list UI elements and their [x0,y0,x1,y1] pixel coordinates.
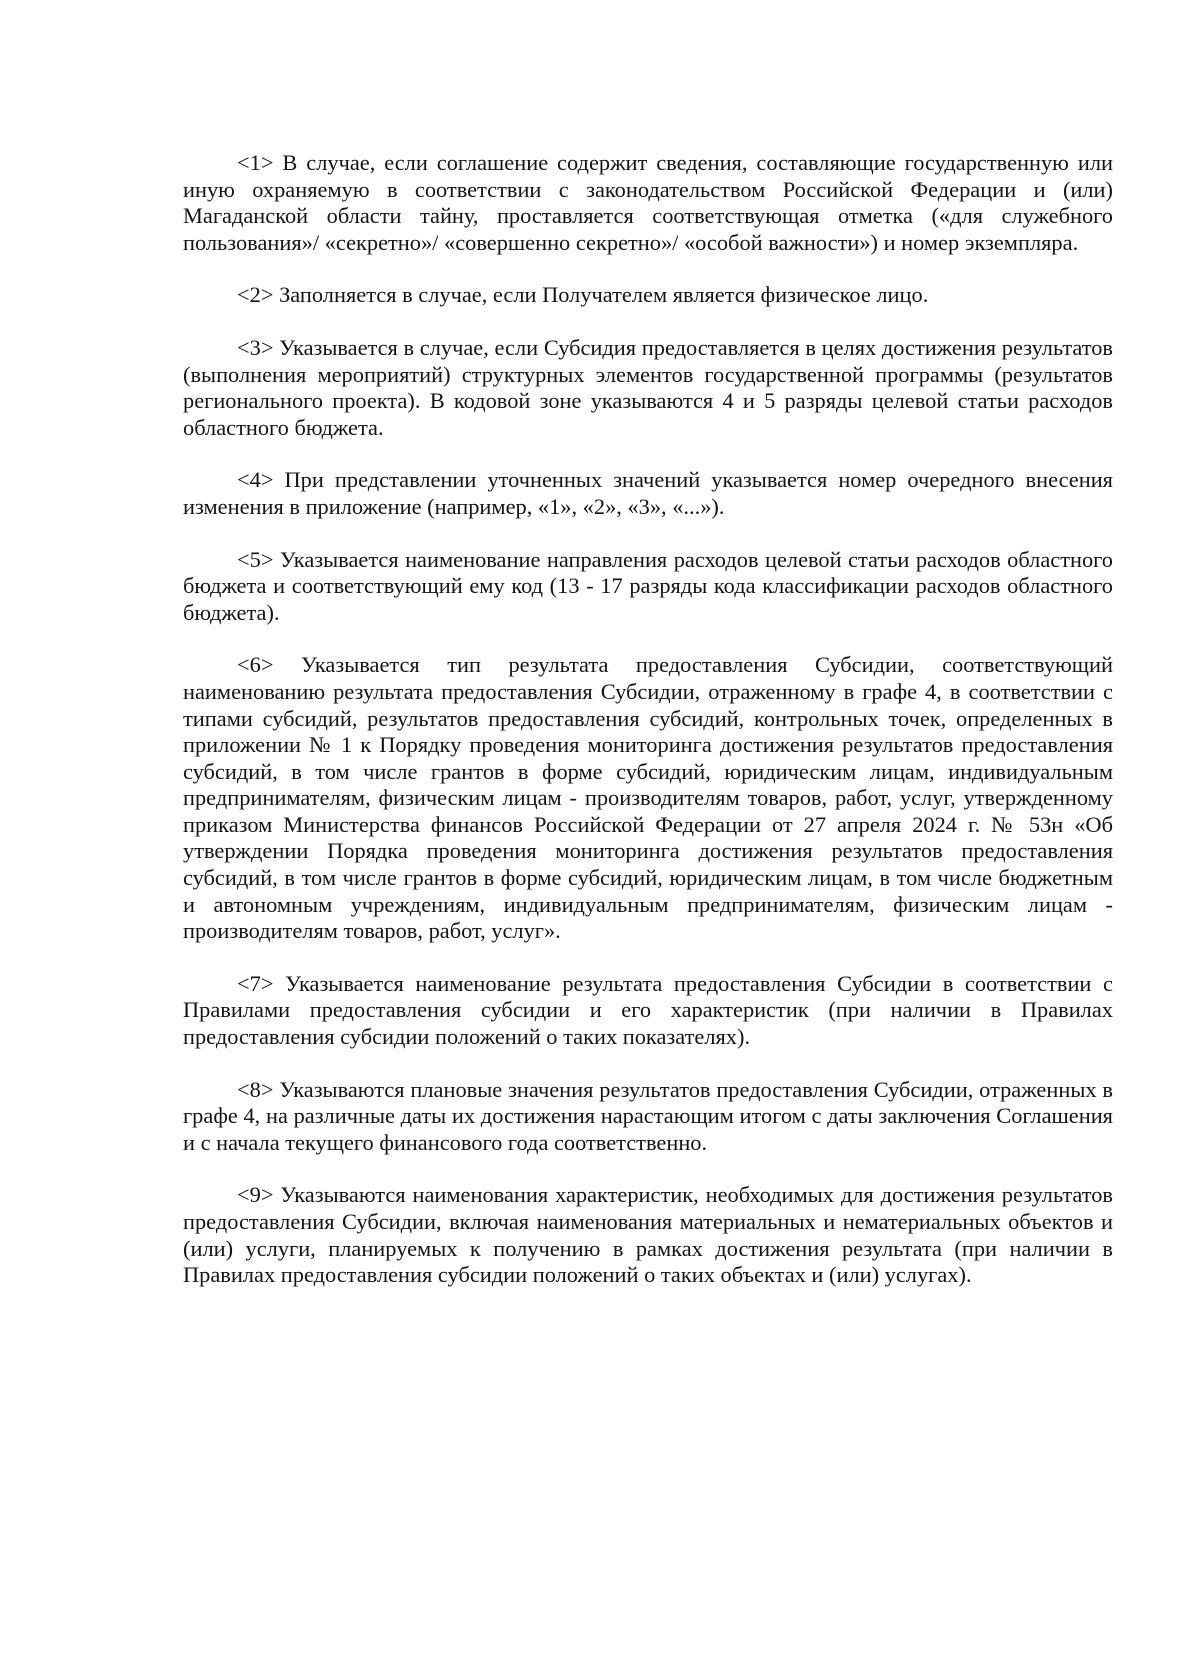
footnote-marker: <7> [237,970,274,996]
footnote-marker: <4> [237,467,274,493]
footnote-9 [183,1182,1113,1288]
footnote-text: Указывается тип результата предоставления Субсидии, соответствующий наименованию результата предоставления Субсидии, отраженному в графе 4, в соответствии с типами субсидий, результатов предоставления субсидий, контрольных точек, определенных в приложении № 1 к Порядку проведения мониторинга достижения результатов предоставления субсидий, в том числе грантов в форме субсидий, юридическим лицам, индивидуальным предпринимателям, физическим лицам - производителям товаров, работ, услуг, утвержденному приказом Министерства финансов Российской Федерации от 27 апреля 2024 г. № 53н «Об утверждении Порядка проведения мониторинга достижения результатов предоставления субсидий, в том числе грантов в форме субсидий, юридическим лицам, в том числе бюджетным и автономным учреждениям, индивидуальным предпринимателям, физическим лицам - производителям товаров, работ, услуг». [183,652,1113,944]
footnote-text: Указываются плановые значения результатов предоставления Субсидии, отраженных в графе 4, на различные даты их достижения нарастающим итогом с даты заключения Соглашения и с начала текущего финансового года соответственно. [183,1076,1113,1155]
footnote-5 [183,547,1113,627]
footnote-3 [183,335,1113,441]
footnote-marker: <3> [237,334,274,360]
footnote-1 [183,150,1113,256]
footnote-text: Заполняется в случае, если Получателем является физическое лицо. [279,282,929,308]
footnote-8 [183,1077,1113,1157]
footnote-7 [183,971,1113,1051]
footnote-6 [183,652,1113,945]
footnote-marker: <5> [237,546,274,572]
footnote-marker: <2> [237,282,274,308]
footnote-text: Указывается в случае, если Субсидия предоставляется в целях достижения результатов (выполнения мероприятий) структурных элементов государственной программы (результатов регионального проекта). В кодовой зоне указываются 4 и 5 разряды целевой статьи расходов областного бюджета. [183,334,1113,440]
document-page [183,150,1113,1315]
footnote-text: В случае, если соглашение содержит сведения, составляющие государственную или иную охраняемую в соответствии с законодательством Российской Федерации и (или) Магаданской области тайну, проставляется соответствующая отметка («для служебного пользования»/ «секретно»/ «совершенно секретно»/ «особой важности») и номер экземпляра. [183,150,1113,255]
footnote-text: Указываются наименования характеристик, необходимых для достижения результатов предоставления Субсидии, включая наименования материальных и нематериальных объектов и (или) услуги, планируемых к получению в рамках достижения результата (при наличии в Правилах предоставления субсидии положений о таких объектах и (или) услугах). [183,1182,1113,1288]
footnote-4 [183,467,1113,520]
footnote-text: При представлении уточненных значений указывается номер очередного внесения изменения в приложение (например, «1», «2», «3», «...»). [183,467,1113,519]
footnote-marker: <6> [237,652,274,678]
footnote-text: Указывается наименование результата предоставления Субсидии в соответствии с Правилами предоставления субсидии и его характеристик (при наличии в Правилах предоставления субсидии положений о таких показателях). [183,970,1113,1050]
footnote-marker: <9> [237,1182,274,1208]
footnote-2 [183,282,1113,309]
footnote-marker: <8> [237,1076,274,1102]
footnote-text: Указывается наименование направления расходов целевой статьи расходов областного бюджета и соответствующий ему код (13 - 17 разряды кода классификации расходов областного бюджета). [183,546,1113,625]
footnote-marker: <1> [237,150,274,175]
